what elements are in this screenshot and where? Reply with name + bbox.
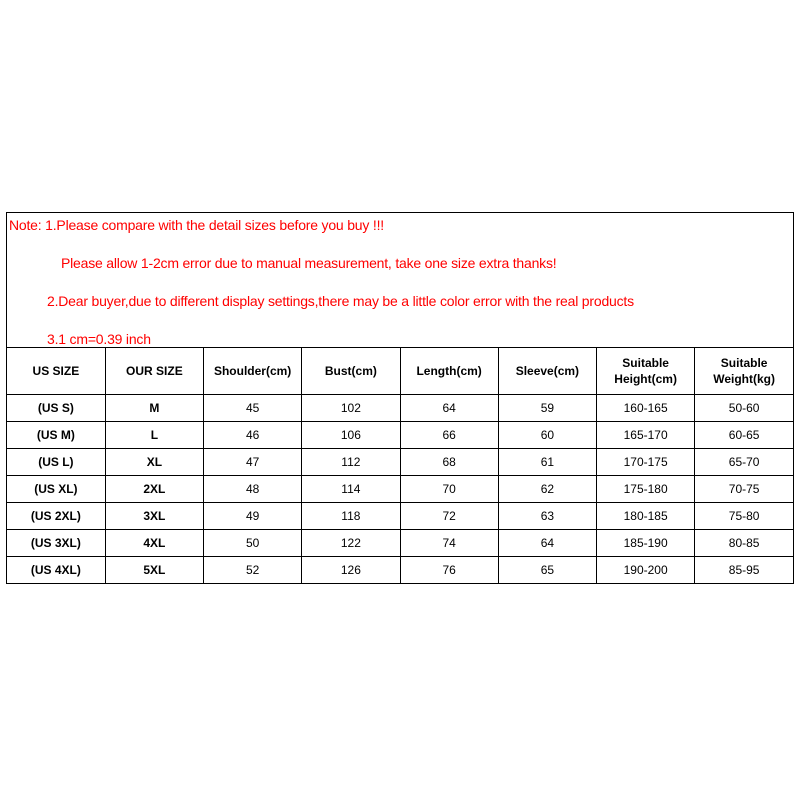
cell-our-size: 3XL [105, 503, 203, 530]
cell-us-size: (US XL) [7, 476, 105, 503]
cell-weight: 85-95 [728, 563, 760, 577]
note-line-4: 3.1 cm=0.39 inch [47, 331, 151, 347]
header-sleeve: Sleeve(cm) [498, 348, 596, 395]
cell-length: 68 [400, 449, 498, 476]
table-header-row [7, 348, 793, 395]
cell-length: 76 [400, 557, 498, 584]
cell-sleeve: 61 [498, 449, 596, 476]
note-line-1: Note: 1.Please compare with the detail sizes before you buy !!! [9, 217, 384, 233]
cell-sleeve: 62 [498, 476, 596, 503]
cell-weight: 50-60 [695, 395, 793, 422]
cell-our-size: XL [105, 449, 203, 476]
cell-height: 170-175 [597, 449, 695, 476]
cell-sleeve: 60 [498, 422, 596, 449]
cell-sleeve: 59 [498, 395, 596, 422]
header-bust: Bust(cm) [302, 348, 400, 395]
cell-height: 160-165 [597, 395, 695, 422]
cell-our-size: 4XL [105, 530, 203, 557]
cell-our-size: 2XL [105, 476, 203, 503]
header-weight: Suitable Weight(kg) [695, 348, 793, 395]
cell-sleeve: 64 [498, 530, 596, 557]
cell-bust: 112 [302, 449, 400, 476]
cell-length: 66 [400, 422, 498, 449]
cell-bust: 106 [302, 422, 400, 449]
table-row [7, 530, 793, 557]
cell-us-size: (US L) [7, 449, 105, 476]
note-line-2: Please allow 1-2cm error due to manual measurement, take one size extra thanks! [61, 255, 557, 271]
cell-weight: 65-70 [695, 449, 793, 476]
header-height: Suitable Height(cm) [597, 348, 695, 395]
cell-our-size: L [105, 422, 203, 449]
cell-weight: 60-65 [695, 422, 793, 449]
cell-our-size: 5XL [105, 557, 203, 584]
notes-panel [7, 213, 793, 348]
cell-us-size: (US M) [7, 422, 105, 449]
note-line-3: 2.Dear buyer,due to different display settings,there may be a little color error with the real products [47, 293, 634, 309]
cell-height: 180-185 [597, 503, 695, 530]
cell-bust: 122 [302, 530, 400, 557]
cell-shoulder: 49 [204, 503, 302, 530]
cell-weight: 70-75 [695, 476, 793, 503]
cell-length: 70 [400, 476, 498, 503]
header-length: Length(cm) [400, 348, 498, 395]
cell-length: 72 [400, 503, 498, 530]
cell-shoulder: 50 [204, 530, 302, 557]
table-row [7, 476, 793, 503]
cell-us-size: (US 3XL) [7, 530, 105, 557]
cell-our-size: M [105, 395, 203, 422]
cell-height: 190-200 [597, 557, 695, 584]
cell-us-size: (US S) [7, 395, 105, 422]
cell-sleeve: 63 [498, 503, 596, 530]
cell-height: 175-180 [597, 476, 695, 503]
table-row [7, 557, 793, 584]
cell-length: 64 [400, 395, 498, 422]
cell-shoulder: 45 [204, 395, 302, 422]
table-row [7, 422, 793, 449]
table-row [7, 503, 793, 530]
cell-bust: 102 [302, 395, 400, 422]
cell-length: 74 [400, 530, 498, 557]
cell-us-size: (US 2XL) [7, 503, 105, 530]
cell-weight: 80-85 [695, 530, 793, 557]
header-our-size: OUR SIZE [105, 348, 203, 395]
size-chart [6, 212, 794, 584]
cell-bust: 126 [302, 557, 400, 584]
cell-bust: 114 [302, 476, 400, 503]
cell-shoulder: 52 [204, 557, 302, 584]
cell-sleeve: 65 [498, 557, 596, 584]
cell-us-size: (US 4XL) [7, 557, 105, 584]
cell-shoulder: 48 [204, 476, 302, 503]
cell-height: 165-170 [597, 422, 695, 449]
table-row [7, 449, 793, 476]
header-shoulder: Shoulder(cm) [204, 348, 302, 395]
cell-shoulder: 46 [204, 422, 302, 449]
cell-bust: 118 [302, 503, 400, 530]
cell-height: 185-190 [597, 530, 695, 557]
cell-shoulder: 47 [204, 449, 302, 476]
cell-weight: 75-80 [695, 503, 793, 530]
size-table [7, 348, 793, 583]
table-row [7, 395, 793, 422]
header-us-size: US SIZE [7, 348, 105, 395]
